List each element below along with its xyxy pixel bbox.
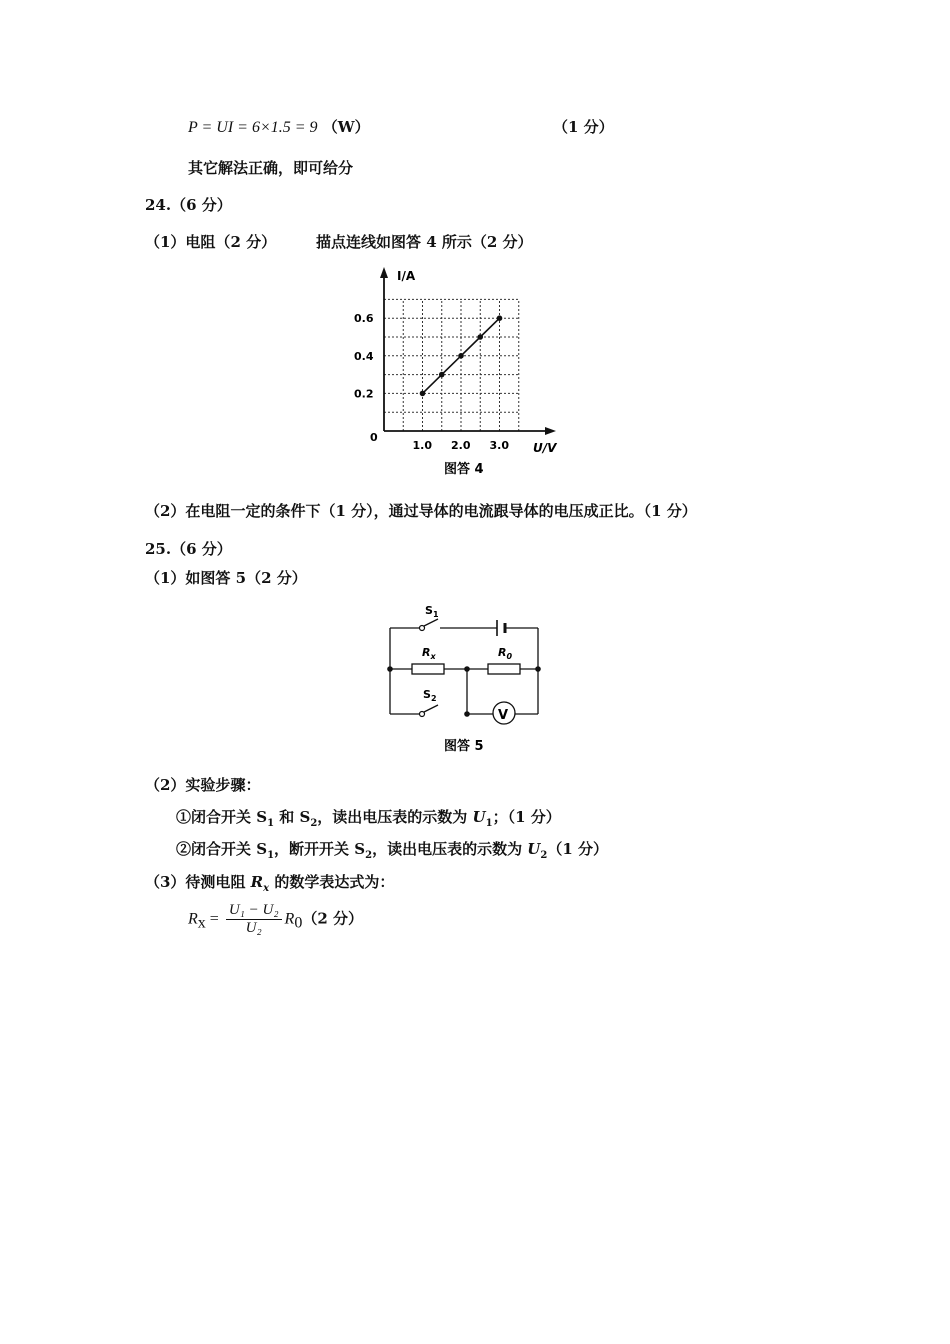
iu-chart xyxy=(330,262,590,492)
rx-label: $R_x$ xyxy=(422,646,436,661)
r0-label: $R_0$ xyxy=(498,646,513,661)
chart-caption: 图答 4 xyxy=(444,462,484,477)
s2-label: $S_2$ xyxy=(423,688,437,703)
origin-label: 0 xyxy=(370,431,378,444)
power-score: （1 分） xyxy=(553,118,614,136)
s1-label: $S_1$ xyxy=(425,604,439,619)
y-tick-label: 0.2 xyxy=(354,387,374,401)
q25-heading: 25.（6 分） xyxy=(145,540,232,558)
rx-formula: $R_x$ = $\frac{\text{U₁ − U₂}}{\text{U₂}}$ $R_0(2$ 分） xyxy=(188,902,363,936)
data-point xyxy=(458,353,464,359)
data-point xyxy=(497,315,503,321)
x-tick-label: 1.0 xyxy=(412,439,432,452)
q25-part3: （3）待测电阻 $R_x$ 的数学表达式为： xyxy=(145,873,395,894)
x-tick-label: 3.0 xyxy=(489,439,509,452)
q24-heading: 24.（6 分） xyxy=(145,196,232,214)
q25-part2-title: （2）实验步骤： xyxy=(145,776,261,794)
power-formula: P = UI = 6×1.5 = 9 xyxy=(188,119,318,136)
y-axis-label: I/A xyxy=(397,269,416,283)
switch-s1-blade xyxy=(422,619,438,627)
y-tick-label: 0.6 xyxy=(354,312,374,326)
y-axis-arrow xyxy=(380,267,388,278)
q24-part1-b: 描点连线如图答 4 所示（2 分） xyxy=(316,233,533,251)
node-right xyxy=(535,666,541,672)
data-point xyxy=(420,391,426,397)
data-point xyxy=(477,334,483,340)
circuit-caption: 图答 5 xyxy=(444,739,484,754)
x-axis-label: U/V xyxy=(533,441,557,455)
voltmeter-label: V xyxy=(498,708,509,723)
resistor-rx xyxy=(412,664,444,674)
power-unit: （W） xyxy=(322,118,370,136)
alt-solution-note: 其它解法正确，即可给分 xyxy=(188,159,354,177)
x-tick-label: 2.0 xyxy=(451,439,471,452)
y-tick-label: 0.4 xyxy=(354,349,374,363)
power-formula-line xyxy=(188,116,370,137)
x-axis-arrow xyxy=(545,427,556,435)
q25-step1: ①闭合开关 $S_1$ 和 $S_2$，读出电压表的示数为 $U_1$；（1 分） xyxy=(176,808,561,829)
q24-part1-a: （1）电阻（2 分） xyxy=(145,233,277,251)
q25-part1: （1）如图答 5（2 分） xyxy=(145,569,307,587)
rx-formula-fraction: $\frac{\text{U₁ − U₂}}{\text{U₂}}$ xyxy=(226,902,282,937)
resistor-r0 xyxy=(488,664,520,674)
rx-formula-score: （2 分） xyxy=(302,909,363,928)
node-left xyxy=(387,666,393,672)
node-middle xyxy=(464,666,470,672)
data-point xyxy=(439,372,445,378)
q25-step2: ②闭合开关 $S_1$，断开开关 $S_2$，读出电压表的示数为 $U_2(1$ 分） xyxy=(176,840,609,861)
switch-s2-blade xyxy=(422,705,438,713)
q24-part2: （2）在电阻一定的条件下（1 分），通过导体的电流跟导体的电压成正比。（1 分） xyxy=(145,502,697,520)
node-bottom xyxy=(464,711,470,717)
circuit-diagram xyxy=(380,600,580,760)
